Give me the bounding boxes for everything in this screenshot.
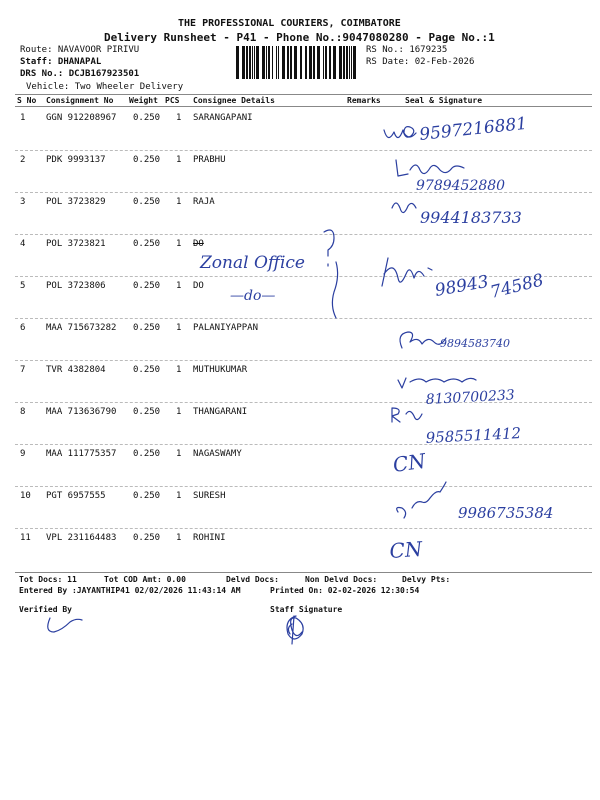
vehicle-label: Vehicle: Two Wheeler Delivery (26, 82, 184, 92)
col-consignee: Consignee Details (193, 96, 275, 105)
row-sno: 6 (20, 323, 26, 333)
col-sno: S No (17, 96, 37, 105)
handwritten-phone: 8130700233 (425, 387, 516, 408)
handwritten-remark: Zonal Office (200, 253, 305, 273)
row-sno: 11 (20, 533, 31, 543)
row-pcs: 1 (176, 449, 182, 459)
row-weight: 0.250 (133, 281, 161, 291)
row-sno: 3 (20, 197, 26, 207)
total-docs: Tot Docs: 11 (19, 575, 77, 584)
row-weight: 0.250 (133, 449, 161, 459)
row-weight: 0.250 (133, 491, 161, 501)
route-label: Route: NAVAVOOR PIRIVU (20, 45, 140, 55)
handwritten-cn: CN (391, 448, 428, 477)
row-sno: 8 (20, 407, 26, 417)
row-pcs: 1 (176, 281, 182, 291)
handwritten-phone: 9986735384 (458, 504, 554, 522)
signature-scribble (397, 482, 446, 518)
col-weight: Weight (129, 96, 158, 105)
handwritten-phone: 9894583740 (440, 337, 510, 350)
row-weight: 0.250 (133, 113, 161, 123)
row-sno: 10 (20, 491, 31, 501)
handwritten-phone: 9597216881 (418, 113, 529, 145)
row-weight: 0.250 (133, 323, 161, 333)
row-consignee: RAJA (193, 197, 215, 207)
row-pcs: 1 (176, 323, 182, 333)
signature-scribble (392, 408, 422, 422)
handwritten-phone: 74588 (488, 270, 546, 303)
row-weight: 0.250 (133, 239, 161, 249)
row-consignment: PDK 9993137 (46, 155, 106, 165)
bracket-stroke (332, 262, 337, 318)
row-sno: 1 (20, 113, 26, 123)
row-consignee: DO (193, 239, 204, 249)
row-consignment: PGT 6957555 (46, 491, 106, 501)
signature-scribble (384, 127, 416, 138)
verified-signature (48, 618, 82, 632)
row-sno: 5 (20, 281, 26, 291)
row-consignee: MUTHUKUMAR (193, 365, 248, 375)
row-sno: 2 (20, 155, 26, 165)
signature-scribble (382, 258, 432, 286)
row-consignee: SARANGAPANI (193, 113, 253, 123)
col-seal: Seal & Signature (405, 96, 483, 105)
row-pcs: 1 (176, 491, 182, 501)
row-consignment: TVR 4382804 (46, 365, 106, 375)
row-pcs: 1 (176, 533, 182, 543)
row-sno: 9 (20, 449, 26, 459)
row-consignment: POL 3723806 (46, 281, 106, 291)
row-consignment: POL 3723829 (46, 197, 106, 207)
row-consignment: GGN 912208967 (46, 113, 117, 123)
row-pcs: 1 (176, 197, 182, 207)
row-weight: 0.250 (133, 407, 161, 417)
signature-scribble (398, 378, 476, 388)
handwritten-cn: CN (388, 536, 424, 563)
handwritten-phone: 9944183733 (420, 208, 522, 227)
row-weight: 0.250 (133, 197, 161, 207)
rs-number: RS No.: 1679235 (366, 45, 448, 55)
row-consignee: PRABHU (193, 155, 226, 165)
row-consignment: MAA 715673282 (46, 323, 117, 333)
col-consignment: Consignment No (46, 96, 114, 105)
entered-by: Entered By :JAYANTHIP41 02/02/2026 11:43:14 AM (19, 586, 241, 595)
row-weight: 0.250 (133, 365, 161, 375)
staff-signature-scribble (287, 616, 303, 644)
row-weight: 0.250 (133, 533, 161, 543)
delivery-points: Delvy Pts: (402, 575, 451, 584)
row-consignee: THANGARANI (193, 407, 248, 417)
handwritten-phone: 98943 (433, 271, 491, 301)
row-pcs: 1 (176, 155, 182, 165)
row-pcs: 1 (176, 113, 182, 123)
signature-scribble (396, 160, 464, 176)
printed-on: Printed On: 02-02-2026 12:30:54 (270, 586, 420, 595)
staff-label: Staff: DHANAPAL (20, 57, 102, 67)
company-name: THE PROFESSIONAL COURIERS, COIMBATORE (178, 18, 401, 29)
verified-by-label: Verified By (19, 605, 72, 614)
row-weight: 0.250 (133, 155, 161, 165)
handwritten-phone: 9585511412 (425, 424, 522, 447)
non-delivered-docs: Non Delvd Docs: (305, 575, 378, 584)
runsheet-title: Delivery Runsheet - P41 - Phone No.:9047080280 - Page No.:1 (104, 31, 495, 44)
row-consignment: VPL 231164483 (46, 533, 117, 543)
col-remarks: Remarks (347, 96, 381, 105)
row-sno: 7 (20, 365, 26, 375)
handwritten-remark: —do— (230, 288, 276, 304)
row-consignee: ROHINI (193, 533, 226, 543)
delivered-docs: Delvd Docs: (226, 575, 279, 584)
handwritten-phone: 9789452880 (416, 178, 506, 194)
question-mark (324, 230, 334, 266)
row-pcs: 1 (176, 365, 182, 375)
col-pcs: PCS (165, 96, 180, 105)
signature-scribble (392, 203, 416, 213)
row-consignee: SURESH (193, 491, 226, 501)
row-pcs: 1 (176, 239, 182, 249)
row-sno: 4 (20, 239, 26, 249)
total-cod: Tot COD Amt: 0.00 (104, 575, 186, 584)
staff-signature-label: Staff Signature (270, 605, 343, 614)
row-consignee: DO (193, 281, 204, 291)
row-pcs: 1 (176, 407, 182, 417)
row-consignment: MAA 111775357 (46, 449, 117, 459)
row-consignment: POL 3723821 (46, 239, 106, 249)
row-consignment: MAA 713636790 (46, 407, 117, 417)
rs-date: RS Date: 02-Feb-2026 (366, 57, 475, 67)
row-consignee: PALANIYAPPAN (193, 323, 259, 333)
row-consignee: NAGASWAMY (193, 449, 242, 459)
drs-number: DRS No.: DCJB167923501 (20, 69, 140, 79)
